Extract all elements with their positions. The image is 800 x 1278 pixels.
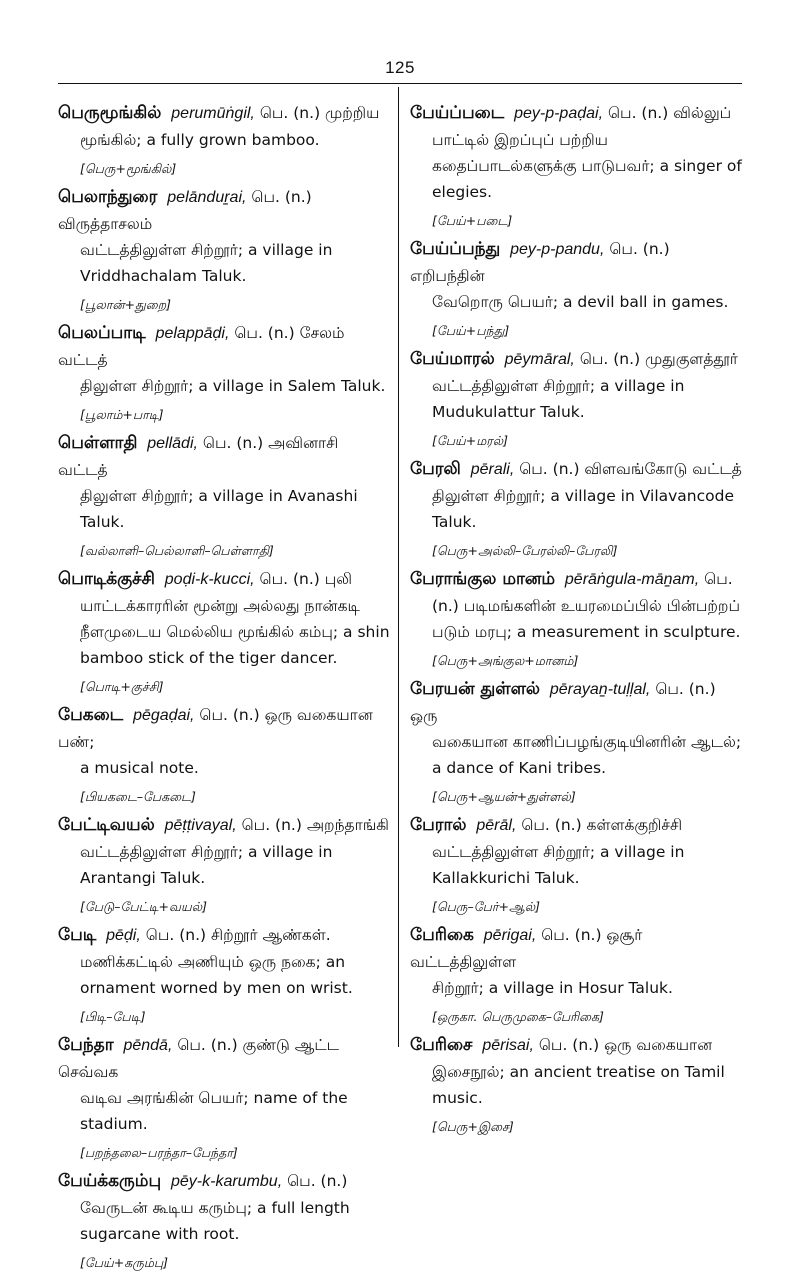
etymology: [பேய்+மரல்] (432, 433, 509, 448)
header-rule (58, 83, 742, 84)
transliteration: pelappāḍi, (155, 325, 230, 342)
etymology: [ஒருகா. பெருமுகை–பேரிகை] (432, 1009, 604, 1024)
transliteration: pēndā, (123, 1037, 173, 1054)
headword: பேகடை (58, 705, 124, 725)
headword: பேய்ப்பந்து (410, 239, 501, 259)
entry-body (58, 100, 390, 153)
transliteration: pellādi, (147, 435, 198, 452)
transliteration: pērayaṉ-tuḷḷal, (549, 681, 651, 698)
transliteration: pērigai, (483, 927, 537, 944)
dictionary-entry (58, 184, 390, 315)
definition-first-line: பெ. (704, 570, 733, 588)
entry-body (410, 346, 742, 425)
entry-body (410, 812, 742, 891)
definition-text: திலுள்ள சிற்றூர்; a village in Salem Taluk. (80, 377, 386, 395)
transliteration: pelānduṟai, (167, 189, 247, 206)
definition-text: மூங்கில்; a fully grown bamboo. (80, 131, 320, 149)
transliteration: pērāl, (476, 817, 517, 834)
headword: பேரிகை (410, 925, 474, 945)
etymology: [பூலாம்+பாடி] (80, 407, 164, 422)
headword: பேட்டிவயல் (58, 815, 155, 835)
definition-first-line: பெ. (n.) சிற்றூர் ஆண்கள். (145, 926, 331, 944)
definition-text: a musical note. (80, 759, 199, 777)
headword: பொடிக்குச்சி (58, 569, 155, 589)
etymology: [பேய்+கரும்பு] (80, 1255, 169, 1270)
etymology: [பெரு+மூங்கில்] (80, 161, 177, 176)
definition-text: பாட்டில் இறப்புப் பற்றிய கதைப்பாடல்களுக்கு பாடுபவர்; a singer of elegies. (432, 131, 742, 201)
definition-text: வட்டத்திலுள்ள சிற்றூர்; a village in Arantangi Taluk. (80, 843, 333, 887)
definition-first-line: பெ. (n.) விளவங்கோடு வட்டத் (519, 460, 742, 478)
dictionary-entry (410, 922, 742, 1027)
definition-text: வடிவ அரங்கின் பெயர்; name of the stadium. (80, 1089, 348, 1133)
transliteration: poḍi-k-kucci, (164, 571, 255, 588)
dictionary-entry (58, 812, 390, 917)
dictionary-entry (410, 456, 742, 561)
dictionary-entry (410, 1032, 742, 1137)
dictionary-entry (58, 566, 390, 697)
transliteration: pērali, (470, 461, 515, 478)
definition-text: திலுள்ள சிற்றூர்; a village in Avanashi Taluk. (80, 487, 358, 531)
left-column (58, 100, 390, 1278)
dictionary-entry (410, 236, 742, 341)
etymology: [பறந்தலை–பரந்தா–பேந்தா] (80, 1145, 238, 1160)
definition-text: திலுள்ள சிற்றூர்; a village in Vilavancode Taluk. (432, 487, 734, 531)
entry-body (410, 676, 742, 781)
definition-text: வட்டத்திலுள்ள சிற்றூர்; a village in Kallakkurichi Taluk. (432, 843, 685, 887)
headword: பேந்தா (58, 1035, 114, 1055)
definition-first-line: பெ. (n.) குண்டு ஆட்ட செவ்வக (58, 1036, 339, 1081)
entry-body (58, 702, 390, 781)
entry-body (58, 922, 390, 1001)
entry-body (410, 1032, 742, 1111)
headword: பேரால் (410, 815, 467, 835)
entry-body (410, 236, 742, 315)
entry-body (58, 812, 390, 891)
transliteration: pērāṅgula-māṉam, (564, 571, 700, 588)
definition-text: சிற்றூர்; a village in Hosur Taluk. (432, 979, 673, 997)
page-number: 125 (385, 58, 415, 77)
etymology: [பூலான்+துறை] (80, 297, 172, 312)
definition-first-line: பெ. (n.) வில்லுப் (607, 104, 732, 122)
headword: பேரலி (410, 459, 461, 479)
etymology: [பியகடை–பேகடை] (80, 789, 196, 804)
entry-body (58, 1032, 390, 1137)
definition-first-line: பெ. (n.) முதுகுளத்தூர் (579, 350, 738, 368)
dictionary-entry (58, 430, 390, 561)
entry-body (410, 456, 742, 535)
definition-text: வட்டத்திலுள்ள சிற்றூர்; a village in Mudukulattur Taluk. (432, 377, 685, 421)
etymology: [பெரு+ஆயன்+துள்ளல்] (432, 789, 576, 804)
definition-first-line: பெ. (n.) அறந்தாங்கி (241, 816, 390, 834)
definition-text: யாட்டக்காரரின் மூன்று அல்லது நான்கடி நீளமுடைய மெல்லிய மூங்கில் கம்பு; a shin bamboo stick of the tiger dancer. (80, 597, 390, 667)
definition-first-line: பெ. (n.) அவினாசி வட்டத் (58, 434, 339, 479)
entry-body (410, 100, 742, 205)
transliteration: pēy-k-karumbu, (171, 1173, 283, 1190)
dictionary-entry (410, 100, 742, 231)
definition-text: (n.) படிமங்களின் உயரமைப்பில் பின்பற்றப் படும் மரபு; a measurement in sculpture. (432, 597, 741, 641)
dictionary-entry (58, 320, 390, 425)
transliteration: pey-p-pandu, (510, 241, 605, 258)
definition-first-line: பெ. (n.) ஒரு (410, 680, 716, 725)
transliteration: pēḍi, (106, 927, 141, 944)
etymology: [பெரு–பேர்+ஆல்] (432, 899, 540, 914)
entry-body (410, 922, 742, 1001)
transliteration: pēgaḍai, (133, 707, 195, 724)
entry-body (58, 1168, 390, 1247)
entry-body (58, 184, 390, 289)
definition-text: இசைநூல்; an ancient treatise on Tamil music. (432, 1063, 725, 1107)
entry-body (58, 430, 390, 535)
definition-first-line: பெ. (n.) விருத்தாசலம் (58, 188, 312, 233)
etymology: [பொடி+குச்சி] (80, 679, 164, 694)
entry-body (58, 566, 390, 671)
transliteration: perumūṅgil, (171, 105, 255, 122)
dictionary-entry (58, 100, 390, 179)
dictionary-entry (410, 346, 742, 451)
definition-first-line: பெ. (n.) எறிபந்தின் (410, 240, 670, 285)
right-column (410, 100, 742, 1142)
etymology: [பேய்+படை] (432, 213, 513, 228)
headword: பெருமூங்கில் (58, 103, 162, 123)
etymology: [பெரு+இசை] (432, 1119, 514, 1134)
headword: பெலாந்துரை (58, 187, 158, 207)
dictionary-entry (58, 702, 390, 807)
transliteration: pērisai, (482, 1037, 534, 1054)
headword: பேராங்குல மானம் (410, 569, 556, 589)
headword: பேரயன் துள்ளல் (410, 679, 541, 699)
etymology: [பேடு–பேட்டி+வயல்] (80, 899, 207, 914)
entry-body (410, 566, 742, 645)
headword: பேடி (58, 925, 97, 945)
definition-text: மணிக்கட்டில் அணியும் ஒரு நகை; an ornament worned by men on wrist. (80, 953, 353, 997)
etymology: [பேய்+பந்து] (432, 323, 510, 338)
etymology: [பெரு+அல்லி–பேரல்லி–பேரலி] (432, 543, 618, 558)
headword: பேய்க்கரும்பு (58, 1171, 162, 1191)
headword: பேய்மாரல் (410, 349, 495, 369)
definition-text: வேறொரு பெயர்; a devil ball in games. (432, 293, 729, 311)
headword: பெள்ளாதி (58, 433, 138, 453)
transliteration: pey-p-paḍai, (514, 105, 604, 122)
dictionary-entry (58, 922, 390, 1027)
definition-first-line: பெ. (n.) ஒசூர் வட்டத்திலுள்ள (410, 926, 643, 971)
dictionary-entry (410, 566, 742, 671)
definition-first-line: பெ. (n.) (287, 1172, 348, 1190)
column-divider (398, 87, 399, 1047)
transliteration: pēṭṭivayal, (164, 817, 237, 834)
etymology: [பெரு+அங்குல+மானம்] (432, 653, 579, 668)
dictionary-entry (410, 676, 742, 807)
definition-first-line: பெ. (n.) புலி (259, 570, 353, 588)
definition-text: வேருடன் கூடிய கரும்பு; a full length sugarcane with root. (80, 1199, 350, 1243)
headword: பெலப்பாடி (58, 323, 146, 343)
etymology: [பிடி–பேடி] (80, 1009, 146, 1024)
definition-first-line: பெ. (n.) ஒரு வகையான (538, 1036, 713, 1054)
definition-first-line: பெ. (n.) முற்றிய (259, 104, 380, 122)
dictionary-entry (58, 1032, 390, 1163)
dictionary-entry (410, 812, 742, 917)
definition-first-line: பெ. (n.) ஒரு வகையான பண்; (58, 706, 373, 751)
headword: பேரிசை (410, 1035, 473, 1055)
definition-text: வகையான காணிப்பழங்குடியினரின் ஆடல்; a dance of Kani tribes. (432, 733, 742, 777)
dictionary-entry (58, 1168, 390, 1273)
etymology: [வல்லாளி–பெல்லாளி–பெள்ளாதி] (80, 543, 274, 558)
definition-first-line: பெ. (n.) கள்ளக்குறிச்சி (521, 816, 683, 834)
headword: பேய்ப்படை (410, 103, 505, 123)
transliteration: pēymāral, (504, 351, 575, 368)
entry-body (58, 320, 390, 399)
definition-first-line: பெ. (n.) சேலம் வட்டத் (58, 324, 345, 369)
definition-text: வட்டத்திலுள்ள சிற்றூர்; a village in Vriddhachalam Taluk. (80, 241, 333, 285)
